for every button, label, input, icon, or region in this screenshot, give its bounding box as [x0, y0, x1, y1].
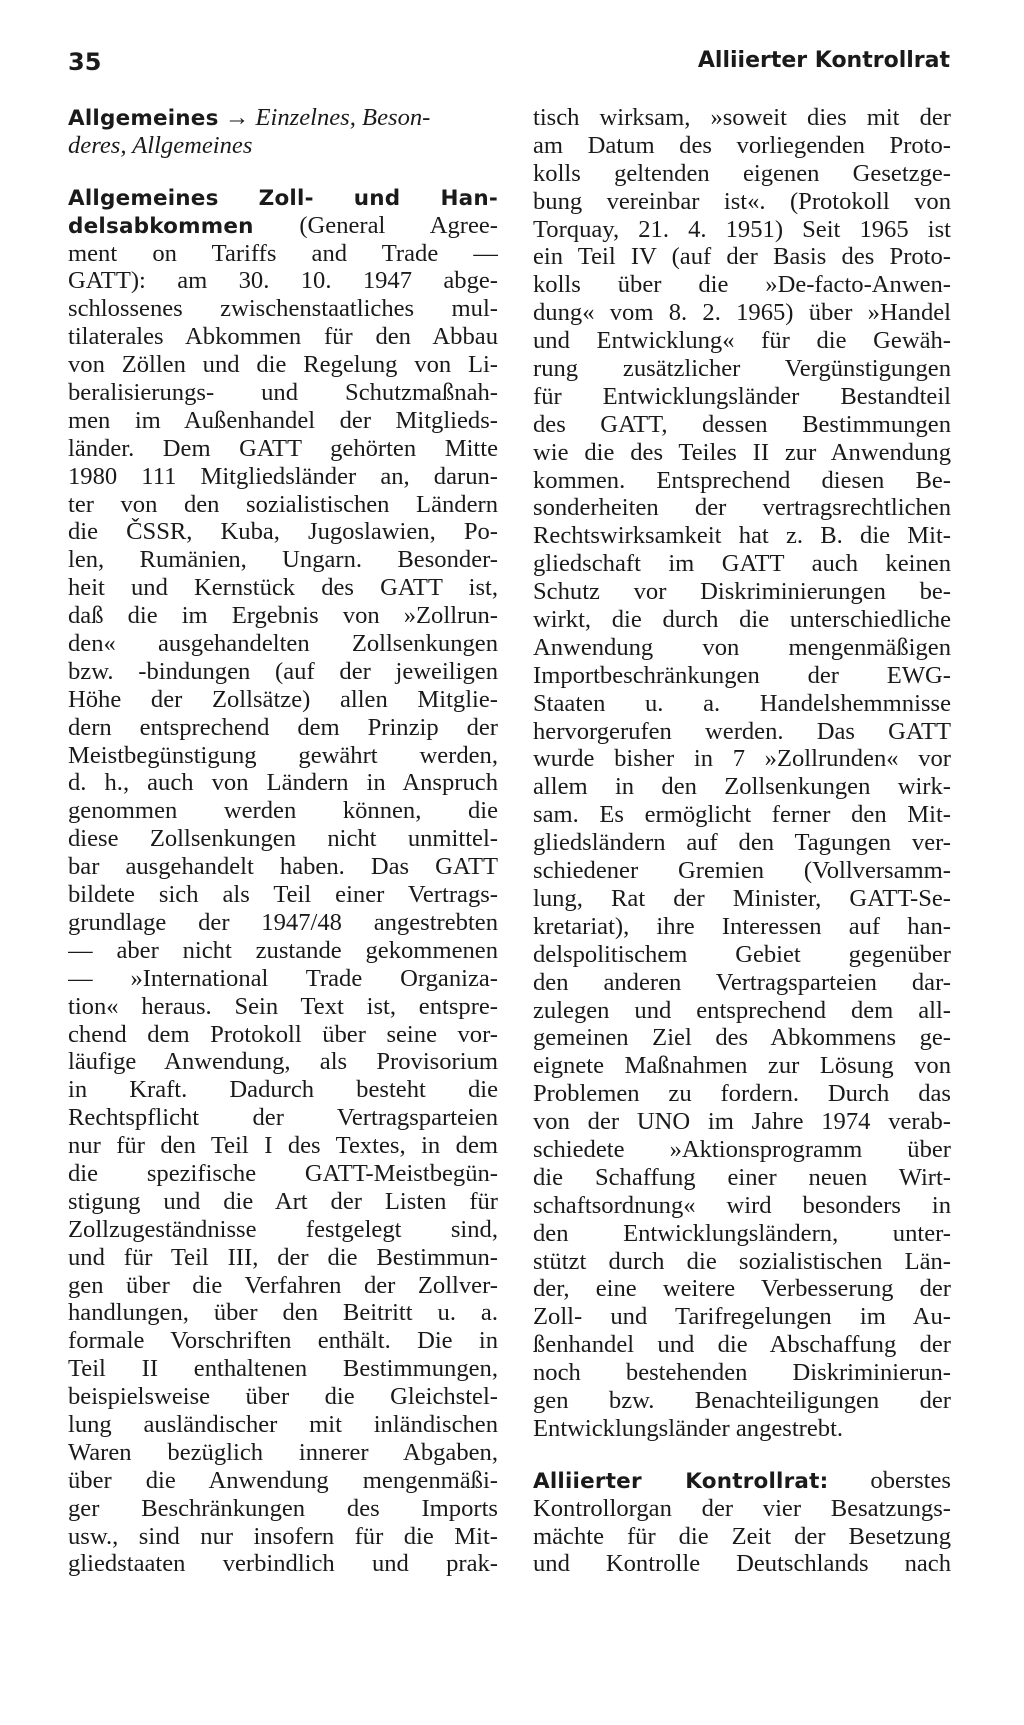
text-line: gen bzw. Benachteiligungen der	[533, 1386, 951, 1414]
cross-reference: Einzelnes, Beson-	[255, 104, 431, 131]
text-line: für Entwicklungsländer Bestandteil	[533, 382, 951, 410]
text-line: Zollzugeständnisse festgelegt sind,	[68, 1215, 498, 1243]
text-line: chend dem Protokoll über seine vor-	[68, 1020, 498, 1048]
entry-gatt-line-1	[68, 184, 498, 212]
text-line: stützt durch die sozialistischen Län-	[533, 1247, 951, 1275]
text-line: noch bestehenden Diskriminierun-	[533, 1359, 951, 1387]
text-line: delspolitischem Gebiet gegenüber	[533, 940, 951, 968]
entry-gatt-body	[68, 240, 498, 1579]
text-line: und Kontrolle Deutschlands nach	[533, 1550, 951, 1578]
text-line: usw., sind nur insofern für die Mit-	[68, 1522, 498, 1550]
text-line: allem in den Zollsenkungen wirk-	[533, 773, 951, 801]
text-line: Torquay, 21. 4. 1951) Seit 1965 ist	[533, 215, 951, 243]
text-line: Anwendung von mengenmäßigen	[533, 633, 951, 661]
cross-reference-cont: deres, Allgemeines	[68, 131, 253, 159]
text-line: wie die des Teiles II zur Anwendung	[533, 438, 951, 466]
cross-reference-arrow: →	[224, 104, 250, 131]
text-line: heit und Kernstück des GATT ist,	[68, 574, 498, 602]
text-line: tion« heraus. Sein Text ist, entspre-	[68, 992, 498, 1020]
text-line: schiedete »Aktionsprogramm über	[533, 1135, 951, 1163]
text-line: die spezifische GATT-Meistbegün-	[68, 1159, 498, 1187]
text-line: den anderen Vertragsparteien dar-	[533, 968, 951, 996]
text-line: len, Rumänien, Ungarn. Besonder-	[68, 546, 498, 574]
text-line: Höhe der Zollsätze) allen Mitglie-	[68, 685, 498, 713]
text-line: von der UNO im Jahre 1974 verab-	[533, 1108, 951, 1136]
text-line: daß die im Ergebnis von »Zollrun-	[68, 602, 498, 630]
text-line: den Entwicklungsländern, unter-	[533, 1219, 951, 1247]
entry-term-kontrollrat: Alliierter Kontrollrat:	[533, 1468, 829, 1494]
text-line: und für Teil III, der die Bestimmun-	[68, 1243, 498, 1271]
entry-kontrollrat-line-1	[533, 1467, 951, 1495]
text-line: Schutz vor Diskriminierungen be-	[533, 578, 951, 606]
entry-text: oberstes	[828, 1466, 951, 1494]
entry-allgemeines-line-2	[68, 132, 498, 160]
text-line: kretariat), ihre Interessen auf han-	[533, 912, 951, 940]
text-line: kommen. Entsprechend diesen Be-	[533, 466, 951, 494]
text-line: lung, Rat der Minister, GATT-Se-	[533, 884, 951, 912]
entry-allgemeines-line-1	[68, 104, 498, 132]
text-line: des GATT, dessen Bestimmungen	[533, 410, 951, 438]
text-line: genommen werden können, die	[68, 797, 498, 825]
text-line: kolls geltenden eigenen Gesetzge-	[533, 159, 951, 187]
right-column	[533, 104, 951, 1578]
text-line: gliedschaft im GATT auch keinen	[533, 550, 951, 578]
text-line: beralisierungs- und Schutzmaßnah-	[68, 379, 498, 407]
text-line: die Schaffung einer neuen Wirt-	[533, 1163, 951, 1191]
text-line: zulegen und entsprechend dem all-	[533, 996, 951, 1024]
left-column	[68, 104, 498, 1578]
text-line: nur für den Teil I des Textes, in dem	[68, 1132, 498, 1160]
text-line: ment on Tariffs and Trade —	[68, 239, 498, 267]
text-line: stigung und die Art der Listen für	[68, 1187, 498, 1215]
text-line: Rechtspflicht der Vertragsparteien	[68, 1104, 498, 1132]
text-line: men im Außenhandel der Mitglieds-	[68, 406, 498, 434]
text-line: schlossenes zwischenstaatliches mul-	[68, 295, 498, 323]
text-line: kolls über die »De-facto-Anwen-	[533, 271, 951, 299]
text-line: diese Zollsenkungen nicht unmittel-	[68, 825, 498, 853]
text-line: ein Teil IV (auf der Basis des Proto-	[533, 243, 951, 271]
text-line: lung ausländischer mit inländischen	[68, 1410, 498, 1438]
text-line: 1980 111 Mitgliedsländer an, darun-	[68, 462, 498, 490]
text-line: — aber nicht zustande gekommenen	[68, 936, 498, 964]
text-line: hervorgerufen werden. Das GATT	[533, 717, 951, 745]
text-line: wirkt, die durch die unterschiedliche	[533, 606, 951, 634]
text-line: gemeinen Ziel des Abkommens ge-	[533, 1024, 951, 1052]
page-number: 35	[68, 48, 102, 76]
text-line: schaftsordnung« wird besonders in	[533, 1191, 951, 1219]
text-line: in Kraft. Dadurch besteht die	[68, 1076, 498, 1104]
text-line: ßenhandel und die Abschaffung der	[533, 1331, 951, 1359]
text-line: schiedener Gremien (Vollversamm-	[533, 857, 951, 885]
text-line: GATT): am 30. 10. 1947 abge-	[68, 267, 498, 295]
text-line: bildete sich als Teil einer Vertrags-	[68, 881, 498, 909]
text-line: tilaterales Abkommen für den Abbau	[68, 323, 498, 351]
text-line: Teil II enthaltenen Bestimmungen,	[68, 1355, 498, 1383]
text-line: Staaten u. a. Handelshemmnisse	[533, 689, 951, 717]
text-line: beispielsweise über die Gleichstel-	[68, 1383, 498, 1411]
text-line: Problemen zu fordern. Durch das	[533, 1080, 951, 1108]
entry-gatt-body-continued	[533, 104, 951, 1443]
entry-term-allgemeines: Allgemeines	[68, 106, 219, 131]
text-line: gen über die Verfahren der Zollver-	[68, 1271, 498, 1299]
text-line: die ČSSR, Kuba, Jugoslawien, Po-	[68, 518, 498, 546]
text-line: von Zöllen und die Regelung von Li-	[68, 351, 498, 379]
entry-term-gatt-cont: delsabkommen	[68, 213, 254, 239]
text-line: grundlage der 1947/48 angestrebten	[68, 908, 498, 936]
text-line: gliedstaaten verbindlich und prak-	[68, 1550, 498, 1578]
text-line: rung zusätzlicher Vergünstigungen	[533, 355, 951, 383]
text-line: am Datum des vorliegenden Proto-	[533, 131, 951, 159]
text-line: gliedsländern auf den Tagungen ver-	[533, 829, 951, 857]
text-line: Kontrollorgan der vier Besatzungs-	[533, 1494, 951, 1522]
text-line: über die Anwendung mengenmäßi-	[68, 1466, 498, 1494]
page-header	[68, 48, 950, 88]
text-line: eignete Maßnahmen zur Lösung von	[533, 1052, 951, 1080]
text-line: Meistbegünstigung gewährt werden,	[68, 741, 498, 769]
text-line: d. h., auch von Ländern in Anspruch	[68, 769, 498, 797]
entry-text: (General Agree-	[253, 211, 498, 239]
entry-term-gatt: Allgemeines Zoll- und Han-	[68, 185, 498, 211]
text-line: — »International Trade Organiza-	[68, 964, 498, 992]
text-line: sonderheiten der vertragsrechtlichen	[533, 494, 951, 522]
text-line: den« ausgehandelten Zollsenkungen	[68, 630, 498, 658]
text-line: dern entsprechend dem Prinzip der	[68, 713, 498, 741]
text-line: Importbeschränkungen der EWG-	[533, 661, 951, 689]
text-line: formale Vorschriften enthält. Die in	[68, 1327, 498, 1355]
text-line: bung vereinbar ist«. (Protokoll von	[533, 187, 951, 215]
text-line: ger Beschränkungen des Imports	[68, 1494, 498, 1522]
text-line: tisch wirksam, »soweit dies mit der	[533, 104, 951, 131]
text-line: mächte für die Zeit der Besetzung	[533, 1522, 951, 1550]
text-line: bar ausgehandelt haben. Das GATT	[68, 853, 498, 881]
text-line: Entwicklungsländer angestrebt.	[533, 1414, 844, 1442]
running-head: Alliierter Kontrollrat	[697, 48, 950, 73]
text-line: Waren bezüglich innerer Abgaben,	[68, 1438, 498, 1466]
entry-separator	[533, 1443, 951, 1467]
text-line: sam. Es ermöglicht ferner den Mit-	[533, 801, 951, 829]
entry-kontrollrat-body	[533, 1495, 951, 1579]
entry-gatt-line-2	[68, 212, 498, 240]
text-line: und Entwicklung« für die Gewäh-	[533, 327, 951, 355]
text-line: bzw. -bindungen (auf der jeweiligen	[68, 657, 498, 685]
text-line: wurde bisher in 7 »Zollrunden« vor	[533, 745, 951, 773]
text-line: Zoll- und Tarifregelungen im Au-	[533, 1303, 951, 1331]
text-line: der, eine weitere Verbesserung der	[533, 1275, 951, 1303]
text-line: ter von den sozialistischen Ländern	[68, 490, 498, 518]
text-line: handlungen, über den Beitritt u. a.	[68, 1299, 498, 1327]
text-line: läufige Anwendung, als Provisorium	[68, 1048, 498, 1076]
text-line: dung« vom 8. 2. 1965) über »Handel	[533, 299, 951, 327]
entry-separator	[68, 160, 498, 184]
text-line: länder. Dem GATT gehörten Mitte	[68, 434, 498, 462]
text-line: Rechtswirksamkeit hat z. B. die Mit-	[533, 522, 951, 550]
